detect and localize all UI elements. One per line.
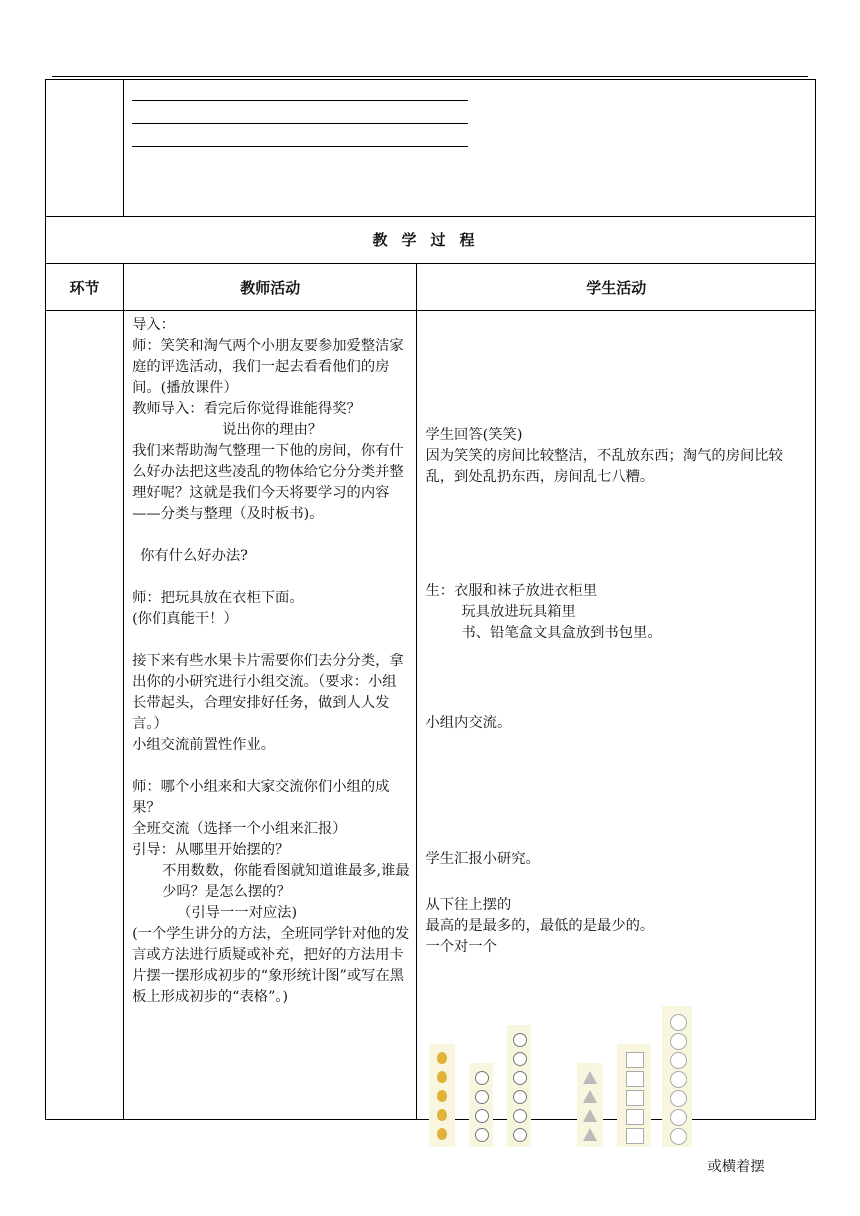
lesson-plan-table (45, 79, 816, 1175)
square-icon (626, 1071, 644, 1087)
student-answer-block (425, 581, 661, 644)
circle-icon (670, 1052, 687, 1069)
student-answer-block (425, 425, 809, 488)
teacher-activity-cell (124, 311, 417, 1120)
circle-icon (670, 1071, 687, 1088)
header-teacher: 教师活动 (124, 264, 417, 311)
circle-icon (670, 1109, 687, 1126)
blank-lines-row (46, 80, 816, 217)
teacher-text: 师：笑笑和淘气两个小朋友要参加爱整洁家庭的评选活动，我们一起去看看他们的房间。(播放课件） (132, 338, 404, 396)
student-text: 小组内交流。 (425, 715, 512, 731)
student-text: 玩具放进玩具箱里 (461, 604, 576, 620)
teacher-text: 教师导入：看完后你觉得谁能得奖？ (132, 401, 361, 417)
teacher-text: 说出你的理由？ (222, 422, 323, 438)
square-icon (626, 1090, 644, 1106)
teacher-text: 师：哪个小组来和大家交流你们小组的成果？ (132, 779, 390, 816)
circle-icon (670, 1033, 687, 1050)
header-row (46, 264, 816, 311)
student-text: 书、铅笔盒文具盒放到书包里。 (461, 625, 662, 641)
horizontal-note: 或横着摆 (707, 1159, 765, 1175)
intro-label: 导入： (132, 317, 175, 333)
content-row (46, 311, 816, 1120)
header-stage: 环节 (46, 264, 124, 311)
student-answer-block (425, 849, 539, 870)
teacher-text: 你有什么好办法? (140, 548, 248, 564)
triangle-icon (583, 1071, 597, 1084)
triangle-icon (583, 1109, 597, 1122)
stage-cell (46, 311, 124, 1120)
blank-line (132, 101, 468, 124)
triangle-icon (583, 1128, 597, 1141)
teacher-text: （引导一一对应法) (177, 905, 298, 921)
blank-line (132, 124, 468, 147)
student-activity-cell (417, 311, 816, 1175)
circle-icon (670, 1090, 687, 1107)
blank-line (132, 80, 468, 101)
circle-icon (670, 1014, 687, 1031)
teacher-text: 我们来帮助淘气整理一下他的房间，你有什么好办法把这些凌乱的物体给它分分类并整理好呢？这就是我们今天将要学习的内容——分类与整理（及时板书)。 (132, 443, 404, 522)
square-icon (626, 1128, 644, 1144)
teacher-text: 全班交流（选择一个小组来汇报） (132, 821, 347, 837)
blank-lines-cell (124, 80, 816, 217)
student-answer-block (425, 713, 511, 734)
header-student: 学生活动 (417, 264, 816, 311)
teacher-text: 小组交流前置性作业。 (132, 737, 276, 753)
teacher-text: 接下来有些水果卡片需要你们去分分类，拿出你的小研究进行小组交流。（要求：小组长带起头，合理安排好任务，做到人人发言。） (132, 653, 404, 732)
square-icon (626, 1109, 644, 1125)
top-rule (52, 76, 808, 77)
triangle-icon (583, 1090, 597, 1103)
student-text: 从下往上摆的 (425, 897, 512, 913)
student-text: 学生回答(笑笑) (425, 427, 523, 443)
student-text: 一个对一个 (425, 939, 497, 955)
teacher-text: 师：把玩具放在衣柜下面。 (132, 590, 304, 606)
student-text: 学生汇报小研究。 (425, 851, 540, 867)
section-title: 教学过程 (46, 217, 816, 264)
student-text: 最高的是最多的，最低的是最少的。 (425, 918, 655, 934)
section-row (46, 217, 816, 264)
blank-left-cell (46, 80, 124, 217)
teacher-text: (一个学生讲分的方法，全班同学针对他的发言或方法进行质疑或补充，把好的方法用卡片摆一摆形成初步的“象形统计图”或写在黑板上形成初步的“表格”。) (132, 926, 410, 1005)
teacher-text: 引导：从哪里开始摆的？ (132, 842, 290, 858)
student-answer-block (425, 895, 654, 958)
square-icon (626, 1052, 644, 1068)
student-text: 生：衣服和袜子放进衣柜里 (425, 583, 598, 599)
teacher-text: (你们真能干！） (132, 611, 238, 627)
circle-icon (670, 1128, 687, 1145)
teacher-text: 不用数数，你能看图就知道谁最多,谁最少吗？是怎么摆的？ (162, 863, 410, 900)
student-text: 因为笑笑的房间比较整洁，不乱放东西；淘气的房间比较乱，到处乱扔东西，房间乱七八糟。 (425, 448, 783, 485)
